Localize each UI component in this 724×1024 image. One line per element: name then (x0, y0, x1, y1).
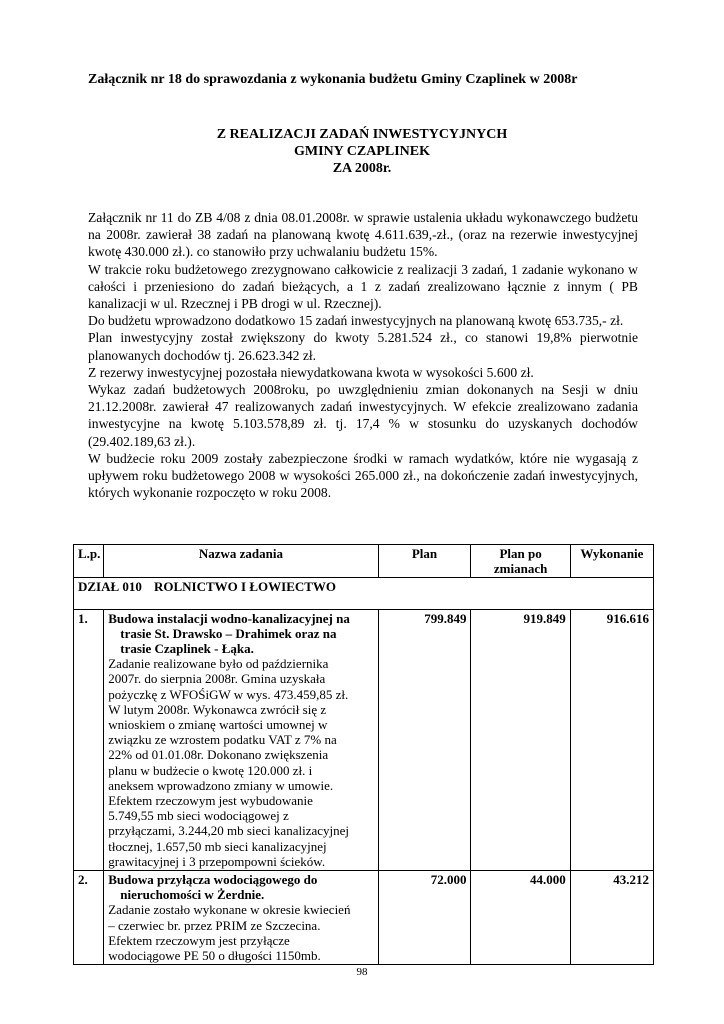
title-line-1: Z REALIZACJI ZADAŃ INWESTYCYJNYCH (216, 127, 508, 142)
header-plan: Plan (378, 545, 471, 578)
task-description-line: Efektem rzeczowym jest wybudowanie (108, 793, 313, 809)
task-description-line: W lutym 2008r. Wykonawca zwrócił się z (108, 701, 327, 717)
task-description-line: planu w budżecie o kwotę 120.000 zł. i (108, 762, 313, 778)
row-lp: 2. (74, 871, 104, 965)
row-plan-changed: 919.849 (471, 609, 570, 870)
task-description-line: grawitacyjnej i 3 przepompowni ścieków. (108, 853, 326, 869)
intro-paragraph-6: Wykaz zadań budżetowych 2008roku, po uwzględnieniu zmian dokonanych na Sesji w dniu 21.12.2008r. zawierał 47 realizowanych zadań inwestycyjnych. W efekcie zrealizowano zadania inwestycyjne na kwotę 5.103.578,89 zł. tj. 17,4 % w stosunku do uzyskanych dochodów (29.402.189,63 zł.). (88, 382, 638, 449)
task-description-line: przyłączami, 3.244,20 mb sieci kanalizacyjnej (108, 823, 350, 839)
task-title-line: Budowa przyłącza wodociągowego do (108, 872, 318, 888)
task-description (108, 656, 373, 869)
task-description-line: Zadanie zostało wykonane w okresie kwiecień (108, 902, 351, 918)
title-line-3: ZA 2008r. (332, 161, 392, 176)
row-execution: 916.616 (570, 609, 653, 870)
row-task-cell (104, 609, 378, 870)
attachment-header: Załącznik nr 18 do sprawozdania z wykonania budżetu Gminy Czaplinek w 2008r (88, 72, 578, 87)
task-description-line: pożyczkę z WFOŚiGW w wys. 473.459,85 zł. (108, 686, 349, 702)
page-number: 98 (356, 966, 368, 978)
task-description-line: 5.749,55 mb sieci wodociągowej z (108, 808, 289, 824)
section-name: ROLNICTWO I ŁOWIECTWO (154, 579, 337, 595)
task-description-line: – czerwiec br. przez PRIM ze Szczecina. (108, 917, 321, 933)
intro-paragraph-2: W trakcie roku budżetowego zrezygnowano całkowicie z realizacji 3 zadań, 1 zadanie wykonano w całości i przeniesiono do zadań bieżących, a 1 z zadań zrealizowano łącznie z innym ( PB kanalizacji w ul. Rzecznej i PB drogi w ul. Rzecznej). (88, 261, 638, 312)
row-plan: 799.849 (378, 609, 471, 870)
section-cell (74, 578, 654, 609)
intro-text (88, 209, 638, 501)
task-title-line: trasie Czaplinek - Łąka. (120, 641, 254, 657)
intro-paragraph-1: Załącznik nr 11 do ZB 4/08 z dnia 08.01.2008r. w sprawie ustalenia układu wykonawczego budżetu na 2008r. zawierał 38 zadań na planowaną kwotę 4.611.639,-zł., (oraz na rezerwie inwestycyjnej kwotę 430.000 zł.). co stanowiło przy uchwalaniu budżetu 15%. (88, 210, 638, 260)
task-description-line: wodociągowe PE 50 o długości 1150mb. (108, 948, 321, 964)
task-title-line: Budowa instalacji wodno-kanalizacyjnej na (108, 610, 350, 626)
row-execution: 43.212 (570, 871, 653, 965)
header-plan-changed: Plan po zmianach (471, 545, 570, 578)
intro-paragraph-7: W budżecie roku 2009 zostały zabezpieczone środki w ramach wydatków, które nie wygasają z upływem roku budżetowego 2008 w wysokości 265.000 zł., na dokończenie zadań inwestycyjnych, których wykonanie rozpoczęto w roku 2008. (88, 450, 638, 501)
task-title-line: nieruchomości w Żerdnie. (120, 887, 265, 903)
row-plan-changed: 44.000 (471, 871, 570, 965)
intro-paragraph-4: Plan inwestycyjny został zwiększony do kwoty 5.281.524 zł., co stanowi 19,8% pierwotnie planowanych dochodów tj. 26.623.342 zł. (88, 330, 638, 363)
header-lp: L.p. (74, 545, 104, 578)
header-task-name: Nazwa zadania (104, 545, 378, 578)
row-plan: 72.000 (378, 871, 471, 965)
section-code: DZIAŁ 010 (78, 579, 142, 595)
intro-paragraph-5: Z rezerwy inwestycyjnej pozostała niewydatkowana kwota w wysokości 5.600 zł. (88, 364, 534, 380)
section-row (74, 578, 654, 609)
row-task-cell (104, 871, 378, 965)
task-description-line: aneksem wprowadzono zmiany w umowie. (108, 777, 334, 793)
task-title (108, 872, 373, 902)
document-title (88, 126, 636, 177)
task-description-line: 2007r. do sierpnia 2008r. Gmina uzyskała (108, 671, 326, 687)
task-description-line: związku ze wzrostem podatku VAT z 7% na (108, 732, 337, 748)
row-lp: 1. (74, 609, 104, 870)
intro-paragraph-3: Do budżetu wprowadzono dodatkowo 15 zadań inwestycyjnych na planowaną kwotę 653.735,- zł. (88, 313, 624, 329)
investment-tasks-table (73, 544, 654, 965)
title-line-2: GMINY CZAPLINEK (294, 144, 430, 159)
task-title-line: trasie St. Drawsko – Drahimek oraz na (120, 625, 337, 641)
task-description-line: tłocznej, 1.657,50 mb sieci kanalizacyjnej (108, 838, 327, 854)
table-row (74, 609, 654, 870)
task-title (108, 611, 373, 657)
task-description-line: Zadanie realizowane było od października (108, 656, 329, 672)
header-execution: Wykonanie (570, 545, 653, 578)
table-row (74, 871, 654, 965)
task-description-line: Efektem rzeczowym jest przyłącze (108, 932, 290, 948)
task-description-line: wnioskiem o zmianę wartości umownej w (108, 717, 328, 733)
table-header-row (74, 545, 654, 578)
task-description-line: 22% od 01.01.08r. Dokonano zwiększenia (108, 747, 329, 763)
task-description (108, 902, 373, 963)
